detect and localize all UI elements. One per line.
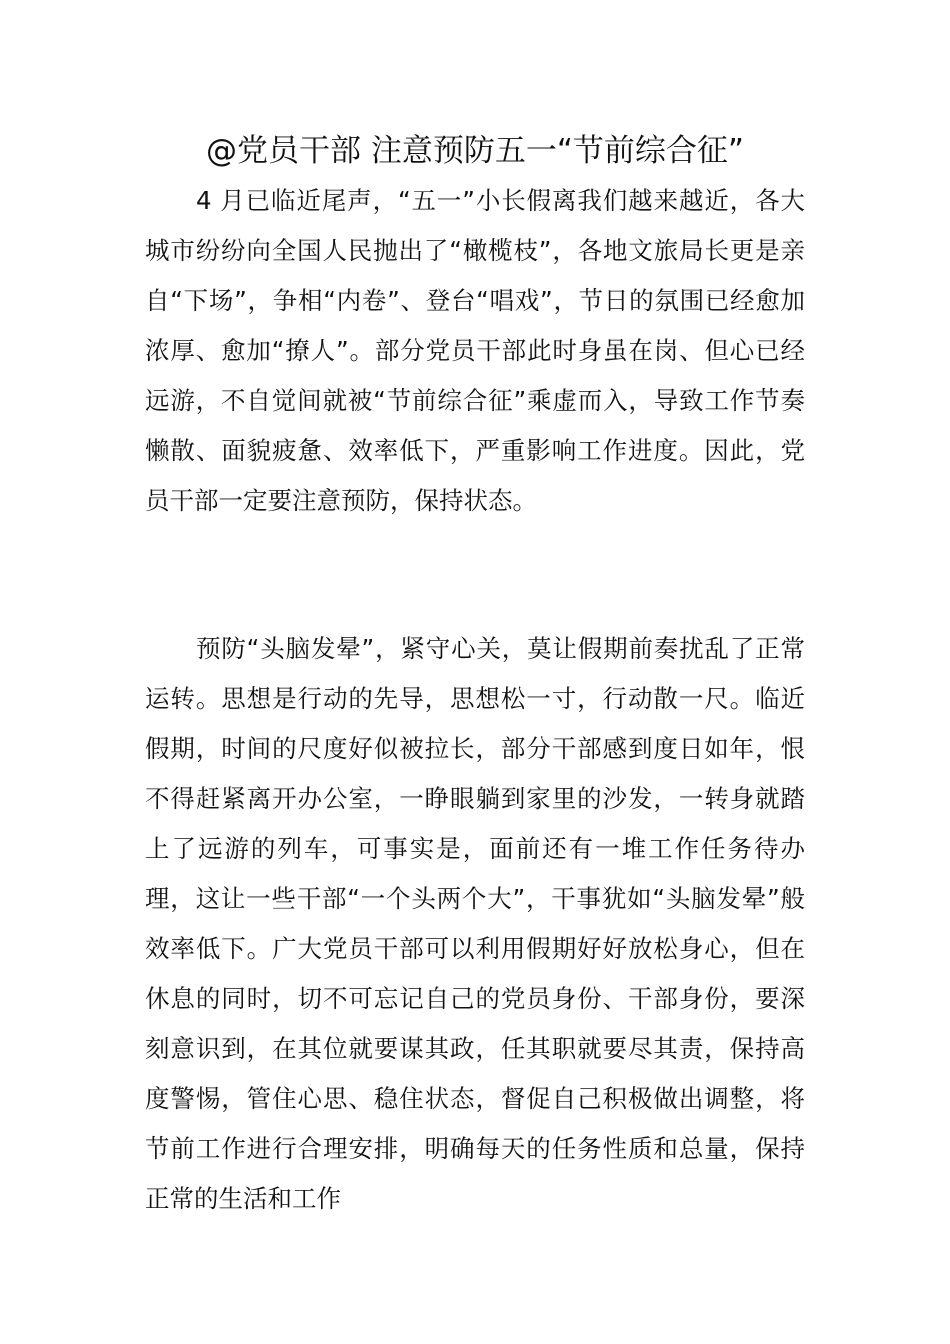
paragraph-prevent-dizziness: 预防“头脑发晕”，紧守心关，莫让假期前奏扰乱了正常运转。思想是行动的先导，思想松一寸，行动散一尺。临近假期，时间的尺度好似被拉长，部分干部感到度日如年，恨不得赶紧离开办公室，一睁眼躺到家里的沙发，一转身就踏上了远游的列车，可事实是，面前还有一堆工作任务待办理，这让一些干部“一个头两个大”，干事犹如“头脑发晕”般效率低下。广大党员干部可以利用假期好好放松身心，但在休息的同时，切不可忘记自己的党员身份、干部身份，要深刻意识到，在其位就要谋其政，任其职就要尽其责，保持高度警惕，管住心思、稳住状态，督促自己积极做出调整，将节前工作进行合理安排，明确每天的任务性质和总量，保持正常的生活和工作	[145, 634, 805, 1213]
paragraph-intro: 4 月已临近尾声，“五一”小长假离我们越来越近，各大城市纷纷向全国人民抛出了“橄榄枝”，各地文旅局长更是亲自“下场”，争相“内卷”、登台“唱戏”，节日的氛围已经愈加浓厚、愈加“撩人”。部分党员干部此时身虽在岗、但心已经远游，不自觉间就被“节前综合征”乘虚而入，导致工作节奏懒散、面貌疲惫、效率低下，严重影响工作进度。因此，党员干部一定要注意预防，保持状态。	[145, 186, 805, 515]
document-title: @党员干部 注意预防五一“节前综合征”	[206, 133, 744, 169]
